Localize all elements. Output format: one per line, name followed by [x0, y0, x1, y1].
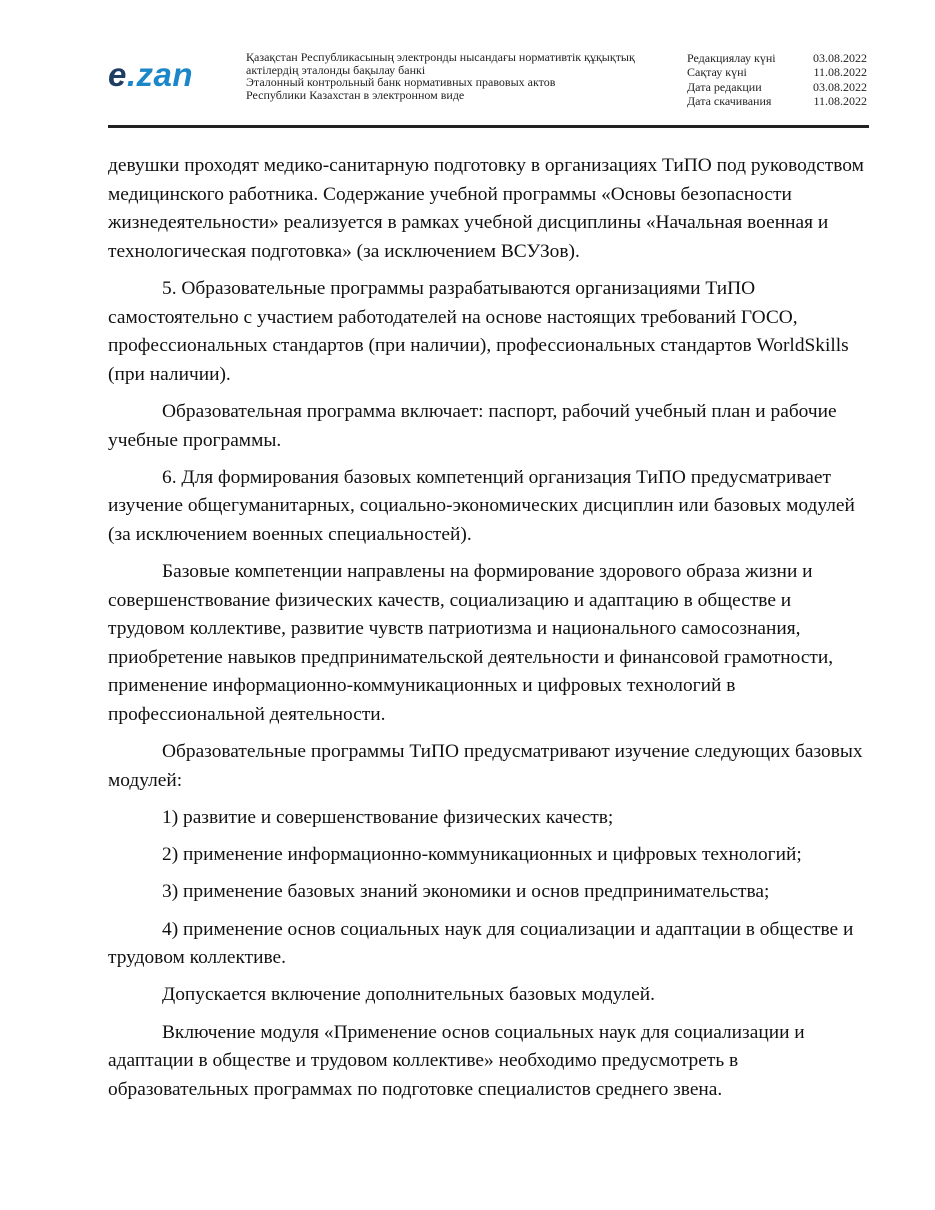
logo-dot: . [126, 56, 137, 93]
meta-value: 11.08.2022 [813, 65, 867, 80]
list-item: 3) применение базовых знаний экономики и основ предпринимательства; [162, 881, 770, 903]
document-body [108, 152, 870, 1104]
header-description-line: Эталонный контрольный банк нормативных правовых актов [246, 75, 556, 89]
list-item: 4) применение основ социальных наук для социализации и адаптации в обществе и трудовом коллективе. [108, 918, 854, 969]
meta-row-save-date-kz [687, 65, 867, 79]
meta-label: Сақтау күні [687, 65, 747, 80]
paragraph: Допускается включение дополнительных базовых модулей. [162, 984, 656, 1006]
header-meta [687, 51, 867, 109]
meta-row-edit-date-kz [687, 51, 867, 65]
paragraph: 6. Для формирования базовых компетенций организация ТиПО предусматривает изучение общегуманитарных, социально-экономических дисциплин или базовых модулей (за исключением военных специальностей). [108, 466, 855, 545]
meta-value: 11.08.2022 [813, 94, 867, 109]
paragraph: 5. Образовательные программы разрабатываются организациями ТиПО самостоятельно с участием работодателей на основе настоящих требований ГОСО, профессиональных стандартов (при наличии), профессиональных стандартов WorldSkills (при наличии). [108, 277, 849, 385]
paragraph: Базовые компетенции направлены на формирование здорового образа жизни и совершенствование физических качеств, социализацию и адаптацию в обществе и трудовом коллективе, развитие чувств патриотизма и национального самосознания, приобретение навыков предпринимательской деятельности и финансовой грамотности, применение информационно-коммуникационных и цифровых технологий в профессиональной деятельности. [108, 561, 834, 726]
meta-value: 03.08.2022 [813, 79, 867, 94]
ezan-logo[interactable] [108, 56, 193, 94]
meta-label: Дата скачивания [687, 94, 772, 109]
header-description-line: актілердің эталонды бақылау банкі [246, 62, 426, 77]
list-item: 2) применение информационно-коммуникационных и цифровых технологий; [162, 844, 802, 866]
logo-prefix: e [108, 56, 127, 93]
header-divider [108, 125, 869, 128]
meta-label: Редакциялау күні [687, 51, 776, 65]
header-description-line: Қазақстан Республикасының электронды нысандағы нормативтік құқықтық [246, 50, 635, 64]
meta-row-edit-date-ru [687, 80, 867, 94]
paragraph: девушки проходят медико-санитарную подготовку в организациях ТиПО под руководством медицинского работника. Содержание учебной программы «Основы безопасности жизнедеятельности» реализуется в рамках учебной дисциплины «Начальная военная и технологическая подготовка» (за исключением ВСУЗов). [108, 155, 864, 262]
list-item: 1) развитие и совершенствование физических качеств; [162, 807, 614, 829]
header-description-line: Республики Казахстан в электронном виде [246, 87, 465, 102]
meta-label: Дата редакции [687, 79, 762, 94]
paragraph: Образовательная программа включает: паспорт, рабочий учебный план и рабочие учебные программы. [108, 400, 837, 451]
header-description [246, 51, 666, 101]
meta-row-download-date-ru [687, 94, 867, 108]
paragraph: Включение модуля «Применение основ социальных наук для социализации и адаптации в обществе и трудовом коллективе» необходимо предусмотреть в образовательных программах по подготовке специалистов среднего звена. [108, 1021, 805, 1100]
paragraph: Образовательные программы ТиПО предусматривают изучение следующих базовых модулей: [108, 741, 863, 791]
logo-name: zan [136, 56, 194, 93]
meta-value: 03.08.2022 [813, 51, 867, 65]
